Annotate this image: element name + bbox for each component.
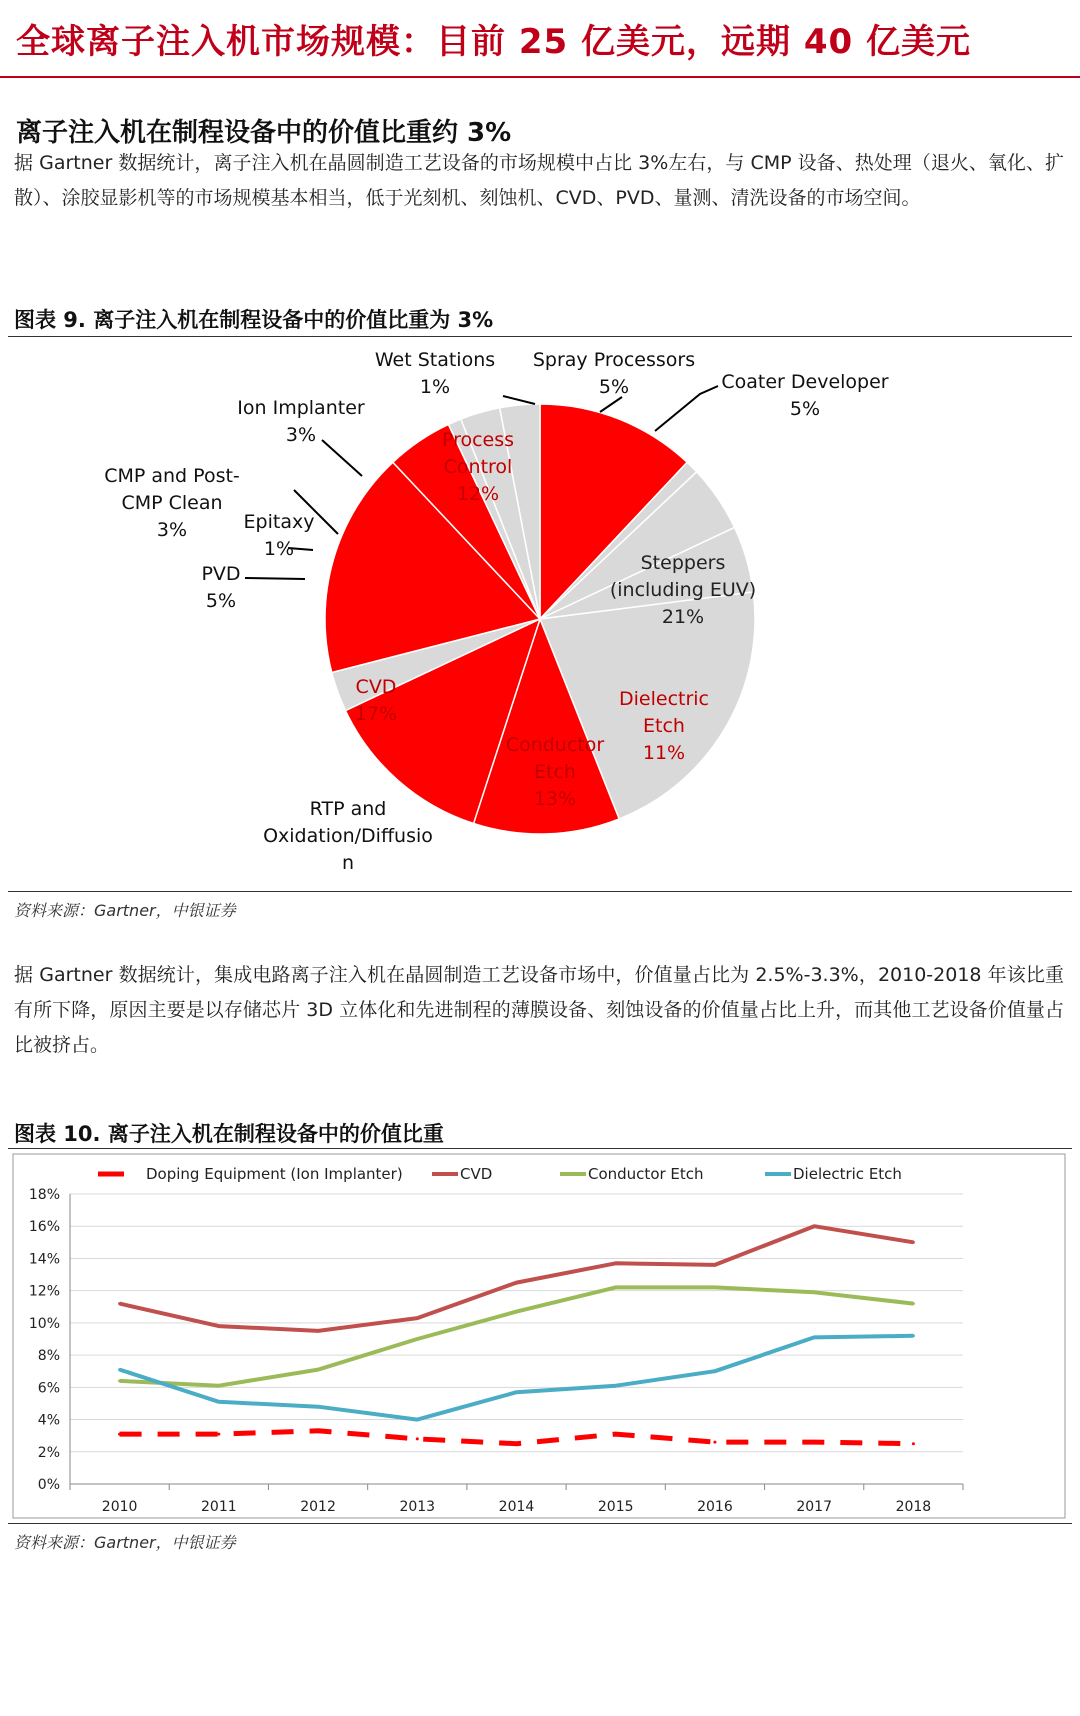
data-point-cvd [317, 1329, 320, 1332]
pie-label-line: 1% [419, 376, 451, 398]
pie-label-line: 13% [533, 788, 577, 810]
pie-leader-spray-processors [600, 397, 622, 412]
pie-label-line: Wet Stations [374, 349, 496, 371]
legend-label-dielectric-etch: Dielectric Etch [793, 1165, 902, 1183]
data-point-dielectric-etch [217, 1400, 220, 1403]
data-point-conductor-etch [118, 1379, 121, 1382]
pie-label-line: Dielectric [619, 688, 709, 710]
data-point-cvd [614, 1262, 617, 1265]
data-point-conductor-etch [912, 1302, 915, 1305]
data-point-cvd [713, 1263, 716, 1266]
pie-label-line: 5% [598, 376, 630, 398]
figure10-bottom-rule [8, 1523, 1072, 1524]
y-tick-label: 0% [37, 1477, 60, 1493]
pie-label-line: 11% [642, 742, 686, 764]
data-point-conductor-etch [813, 1291, 816, 1294]
figure10-top-rule [8, 1148, 1072, 1149]
pie-label-line: CMP Clean [121, 492, 223, 514]
pie-label-line: Oxidation/Diffusio [263, 825, 433, 847]
x-tick-label: 2013 [399, 1499, 436, 1515]
paragraph-2: 据 Gartner 数据统计，集成电路离子注入机在晶圆制造工艺设备市场中，价值量占比为 2.5%-3.3%，2010-2018 年该比重有所下降，原因主要是以存储芯片 3D 立体化和先进制程的薄膜设备、刻蚀设备的价值量占比上升，而其他工艺设备价值量占比被挤占。 [14, 964, 1064, 1056]
pie-label-line: 3% [285, 424, 317, 446]
pie-label-line: n [341, 852, 355, 874]
pie-label-line: Etch [534, 761, 576, 783]
pie-leader-ion-implanter [322, 440, 362, 476]
y-tick-label: 2% [37, 1444, 60, 1461]
pie-leader-wet-stations [503, 396, 535, 404]
pie-label-line: Process [441, 429, 515, 451]
data-point-doping-equipment-ion-implanter [317, 1429, 320, 1432]
y-tick-label: 4% [37, 1412, 60, 1429]
data-point-dielectric-etch [813, 1336, 816, 1339]
x-tick-label: 2014 [498, 1499, 535, 1515]
x-tick-label: 2011 [201, 1499, 237, 1515]
pie-label-line: 1% [263, 538, 295, 560]
pie-label-spray-processors [533, 349, 695, 398]
figure9-source: 资料来源：Gartner，中银证券 [14, 901, 236, 920]
pie-label-line: CVD [355, 676, 397, 698]
figure9-top-rule [8, 336, 1072, 337]
data-point-doping-equipment-ion-implanter [217, 1433, 220, 1436]
data-point-doping-equipment-ion-implanter [713, 1441, 716, 1444]
pie-label-line: Spray Processors [532, 349, 696, 371]
pie-label-line: Epitaxy [243, 511, 315, 533]
data-point-cvd [217, 1325, 220, 1328]
pie-label-line: Conductor [505, 734, 605, 756]
pie-label-line: PVD [201, 563, 241, 585]
data-point-conductor-etch [416, 1338, 419, 1341]
data-point-conductor-etch [614, 1286, 617, 1289]
data-point-doping-equipment-ion-implanter [118, 1433, 121, 1436]
pie-label-line: Steppers [640, 552, 726, 574]
legend-label-doping-equipment-ion-implanter: Doping Equipment (Ion Implanter) [146, 1165, 403, 1183]
page-headline: 全球离子注入机市场规模：目前 25 亿美元，远期 40 亿美元 [16, 22, 971, 62]
headline-divider [0, 76, 1080, 78]
pie-label-ion-implanter [237, 397, 365, 446]
data-point-dielectric-etch [118, 1368, 121, 1371]
data-point-dielectric-etch [317, 1405, 320, 1408]
pie-chart [0, 338, 1080, 888]
pie-label-line: 17% [354, 703, 398, 725]
data-point-dielectric-etch [713, 1370, 716, 1373]
x-tick-label: 2010 [101, 1499, 138, 1515]
pie-label-cmp-and-post-cmp-clean [104, 465, 240, 541]
data-point-cvd [416, 1317, 419, 1320]
figure10-title: 图表 10. 离子注入机在制程设备中的价值比重 [14, 1122, 444, 1146]
data-point-dielectric-etch [614, 1384, 617, 1387]
data-point-dielectric-etch [912, 1334, 915, 1337]
data-point-doping-equipment-ion-implanter [813, 1441, 816, 1444]
y-tick-label: 16% [28, 1219, 60, 1236]
legend-label-cvd: CVD [460, 1165, 493, 1183]
pie-label-line: Etch [643, 715, 685, 737]
figure9-title: 图表 9. 离子注入机在制程设备中的价值比重为 3% [14, 308, 494, 332]
data-point-cvd [813, 1225, 816, 1228]
data-point-doping-equipment-ion-implanter [912, 1442, 915, 1445]
x-tick-label: 2012 [300, 1499, 336, 1515]
data-point-doping-equipment-ion-implanter [515, 1442, 518, 1445]
x-tick-label: 2017 [796, 1499, 832, 1515]
pie-label-line: 5% [789, 398, 821, 420]
pie-label-line: 12% [456, 483, 500, 505]
section-paragraph: 据 Gartner 数据统计，离子注入机在晶圆制造工艺设备的市场规模中占比 3%左右，与 CMP 设备、热处理（退火、氧化、扩散）、涂胶显影机等的市场规模基本相当，低于光刻机、刻蚀机、CVD、PVD、量测、清洗设备的市场空间。 [14, 152, 1064, 209]
data-point-conductor-etch [515, 1310, 518, 1313]
data-point-conductor-etch [713, 1286, 716, 1289]
data-point-doping-equipment-ion-implanter [416, 1437, 419, 1440]
data-point-cvd [515, 1281, 518, 1284]
pie-label-line: RTP and [309, 798, 387, 820]
pie-label-epitaxy [244, 511, 315, 560]
data-point-cvd [118, 1302, 121, 1305]
data-point-dielectric-etch [515, 1391, 518, 1394]
pie-label-line: 21% [661, 606, 705, 628]
y-tick-label: 18% [28, 1187, 60, 1203]
pie-label-pvd [201, 563, 240, 612]
pie-label-wet-stations [375, 349, 495, 398]
pie-leader-coater-developer [655, 386, 718, 431]
data-point-dielectric-etch [416, 1418, 419, 1421]
legend-label-conductor-etch: Conductor Etch [588, 1165, 704, 1183]
pie-label-line: CMP and Post- [104, 465, 240, 487]
pie-label-line: (including EUV) [609, 579, 757, 601]
data-point-doping-equipment-ion-implanter [614, 1433, 617, 1436]
data-point-conductor-etch [217, 1384, 220, 1387]
pie-leader-pvd [245, 578, 305, 579]
y-tick-label: 12% [28, 1283, 60, 1300]
pie-label-line: Ion Implanter [237, 397, 365, 419]
pie-label-rtp-and-oxidation-diffusion [263, 798, 433, 874]
y-tick-label: 14% [28, 1251, 60, 1268]
x-tick-label: 2015 [597, 1499, 634, 1515]
figure10-source: 资料来源：Gartner，中银证券 [14, 1533, 236, 1552]
pie-label-line: Coater Developer [721, 371, 889, 393]
x-tick-label: 2016 [697, 1499, 733, 1515]
pie-label-line: 3% [156, 519, 188, 541]
line-chart [0, 1150, 1080, 1522]
data-point-cvd [912, 1241, 915, 1244]
figure9-bottom-rule [8, 891, 1072, 892]
pie-label-line: Control [443, 456, 513, 478]
section-title: 离子注入机在制程设备中的价值比重约 3% [16, 118, 512, 148]
y-tick-label: 8% [37, 1348, 60, 1365]
data-point-conductor-etch [317, 1368, 320, 1371]
pie-label-coater-developer [721, 371, 888, 420]
pie-label-line: 5% [205, 590, 237, 612]
y-tick-label: 6% [37, 1380, 60, 1397]
x-tick-label: 2018 [895, 1499, 932, 1515]
y-tick-label: 10% [28, 1315, 60, 1332]
